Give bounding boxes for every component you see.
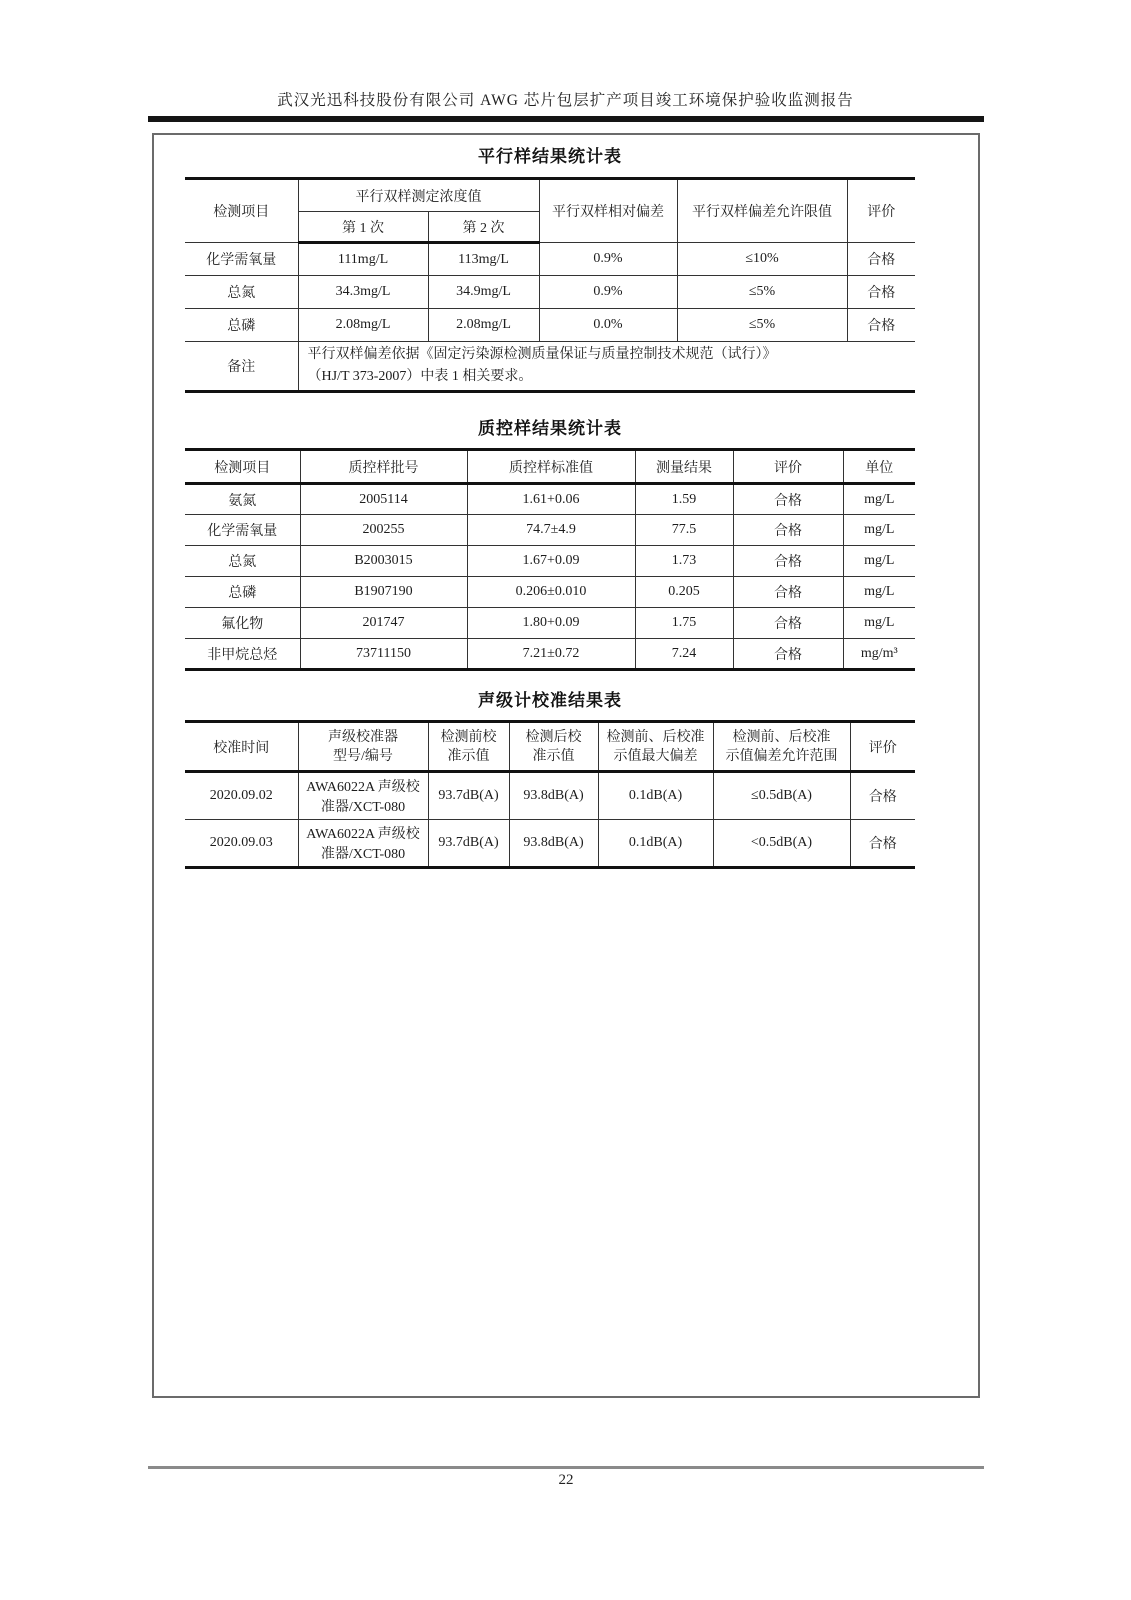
table-cell: 0.9% xyxy=(539,276,677,309)
header-line: 型号/编号 xyxy=(333,748,393,764)
table-cell: 34.3mg/L xyxy=(298,276,428,309)
page-content xyxy=(185,142,915,869)
table-cell: 0.205 xyxy=(635,577,733,608)
table-cell: AWA6022A 声级校准器/XCT-080 xyxy=(298,820,428,868)
header-line: 示值偏差允许范围 xyxy=(725,748,838,764)
table-cell: 化学需氧量 xyxy=(185,515,300,546)
table-cell: 111mg/L xyxy=(298,243,428,276)
header-cell: 平行双样测定浓度值 xyxy=(298,179,539,212)
table-cell: mg/L xyxy=(843,577,915,608)
table-cell: 73711150 xyxy=(300,639,467,670)
header-cell: 平行双样偏差允许限值 xyxy=(677,179,847,243)
table-cell: 200255 xyxy=(300,515,467,546)
table-cell: 氟化物 xyxy=(185,608,300,639)
table-cell: B1907190 xyxy=(300,577,467,608)
header-cell: 校准时间 xyxy=(185,722,298,772)
table-cell: ≤5% xyxy=(677,309,847,342)
table-row xyxy=(185,608,915,639)
header-cell: 检测项目 xyxy=(185,450,300,484)
table-header-row xyxy=(185,450,915,484)
table-cell: 1.67+0.09 xyxy=(467,546,635,577)
header-cell xyxy=(509,722,598,772)
header-cell: 单位 xyxy=(843,450,915,484)
table-cell: 7.24 xyxy=(635,639,733,670)
remark-line: 平行双样偏差依据《固定污染源检测质量保证与质量控制技术规范（试行）》 xyxy=(307,347,777,362)
table-cell: 0.0% xyxy=(539,309,677,342)
table-cell: 1.73 xyxy=(635,546,733,577)
table-cell: 2020.09.03 xyxy=(185,820,298,868)
table-cell: 2005114 xyxy=(300,484,467,515)
table-cell: 总氮 xyxy=(185,546,300,577)
page-number: 22 xyxy=(558,1472,574,1488)
table-cell: ≤10% xyxy=(677,243,847,276)
table-cell: 总磷 xyxy=(185,309,298,342)
parallel-sample-table xyxy=(185,177,915,393)
table-cell: 2.08mg/L xyxy=(428,309,539,342)
remark-content-cell xyxy=(298,342,915,392)
qc-sample-table xyxy=(185,448,915,671)
table-cell: mg/m³ xyxy=(843,639,915,670)
header-line: 检测前、后校准 xyxy=(606,729,705,745)
footer-rule xyxy=(148,1466,984,1469)
table-cell: mg/L xyxy=(843,546,915,577)
table-cell: 74.7±4.9 xyxy=(467,515,635,546)
table-row xyxy=(185,577,915,608)
header-cell: 测量结果 xyxy=(635,450,733,484)
document-header-title: 武汉光迅科技股份有限公司 AWG 芯片包层扩产项目竣工环境保护验收监测报告 xyxy=(277,92,854,109)
table-cell: 1.80+0.09 xyxy=(467,608,635,639)
table-cell: 0.9% xyxy=(539,243,677,276)
table-cell: 2.08mg/L xyxy=(298,309,428,342)
remark-line: （HJ/T 373-2007）中表 1 相关要求。 xyxy=(307,369,533,384)
header-cell: 质控样标准值 xyxy=(467,450,635,484)
table-cell: 合格 xyxy=(847,243,915,276)
table-cell: 93.8dB(A) xyxy=(509,772,598,820)
header-cell: 评价 xyxy=(733,450,843,484)
header-cell: 评价 xyxy=(847,179,915,243)
table-cell: 93.7dB(A) xyxy=(428,820,509,868)
table-cell: 化学需氧量 xyxy=(185,243,298,276)
table-cell: 2020.09.02 xyxy=(185,772,298,820)
table-cell: 合格 xyxy=(850,820,915,868)
table-header-row xyxy=(185,179,915,212)
header-cell xyxy=(598,722,713,772)
header-line: 准示值 xyxy=(447,748,490,764)
table-row xyxy=(185,276,915,309)
table-cell: ≤0.5dB(A) xyxy=(713,772,850,820)
header-cell: 平行双样相对偏差 xyxy=(539,179,677,243)
header-line: 示值最大偏差 xyxy=(613,748,698,764)
table-cell: 1.59 xyxy=(635,484,733,515)
table-cell: 总氮 xyxy=(185,276,298,309)
table-cell: 合格 xyxy=(850,772,915,820)
table-cell: 0.1dB(A) xyxy=(598,820,713,868)
table-cell: 合格 xyxy=(847,309,915,342)
table-header-row xyxy=(185,722,915,772)
table-cell: 合格 xyxy=(733,515,843,546)
table-cell: <0.5dB(A) xyxy=(713,820,850,868)
header-double-rule xyxy=(148,116,984,122)
table-cell: 0.206±0.010 xyxy=(467,577,635,608)
header-cell: 第 2 次 xyxy=(428,212,539,243)
table-cell: 1.75 xyxy=(635,608,733,639)
header-line: 准示值 xyxy=(532,748,575,764)
table-row xyxy=(185,772,915,820)
header-cell xyxy=(428,722,509,772)
header-cell xyxy=(298,722,428,772)
header-line: 声级校准器 xyxy=(328,729,398,745)
table-cell: 合格 xyxy=(733,484,843,515)
table-cell: 7.21±0.72 xyxy=(467,639,635,670)
table-cell: mg/L xyxy=(843,515,915,546)
header-line: 检测前校 xyxy=(440,729,497,745)
table-cell: 1.61+0.06 xyxy=(467,484,635,515)
table-cell: 93.7dB(A) xyxy=(428,772,509,820)
header-line: 检测前、后校准 xyxy=(732,729,831,745)
table-row xyxy=(185,515,915,546)
table-cell: 34.9mg/L xyxy=(428,276,539,309)
table-cell: 合格 xyxy=(847,276,915,309)
table-cell: 合格 xyxy=(733,577,843,608)
table-row xyxy=(185,639,915,670)
table-cell: ≤5% xyxy=(677,276,847,309)
remark-label-cell: 备注 xyxy=(185,342,298,392)
table-row xyxy=(185,243,915,276)
table-cell: 非甲烷总烃 xyxy=(185,639,300,670)
table-row xyxy=(185,309,915,342)
table-cell: 合格 xyxy=(733,639,843,670)
header-cell xyxy=(713,722,850,772)
table-cell: mg/L xyxy=(843,484,915,515)
sound-level-calibration-table xyxy=(185,720,915,869)
table-remark-row xyxy=(185,342,915,392)
table-row xyxy=(185,484,915,515)
header-cell: 检测项目 xyxy=(185,179,298,243)
table-cell: B2003015 xyxy=(300,546,467,577)
table-cell: mg/L xyxy=(843,608,915,639)
table-cell: 合格 xyxy=(733,608,843,639)
header-cell: 质控样批号 xyxy=(300,450,467,484)
table-cell: 93.8dB(A) xyxy=(509,820,598,868)
table-cell: AWA6022A 声级校准器/XCT-080 xyxy=(298,772,428,820)
parallel-sample-table-title: 平行样结果统计表 xyxy=(478,147,622,166)
qc-sample-table-title: 质控样结果统计表 xyxy=(478,419,622,438)
sound-level-calibration-table-title: 声级计校准结果表 xyxy=(478,691,622,710)
table-cell: 201747 xyxy=(300,608,467,639)
table-cell: 合格 xyxy=(733,546,843,577)
table-cell: 0.1dB(A) xyxy=(598,772,713,820)
table-cell: 氨氮 xyxy=(185,484,300,515)
table-cell: 113mg/L xyxy=(428,243,539,276)
table-cell: 总磷 xyxy=(185,577,300,608)
table-cell: 77.5 xyxy=(635,515,733,546)
header-line: 检测后校 xyxy=(525,729,582,745)
header-cell: 评价 xyxy=(850,722,915,772)
table-row xyxy=(185,546,915,577)
header-cell: 第 1 次 xyxy=(298,212,428,243)
table-row xyxy=(185,820,915,868)
